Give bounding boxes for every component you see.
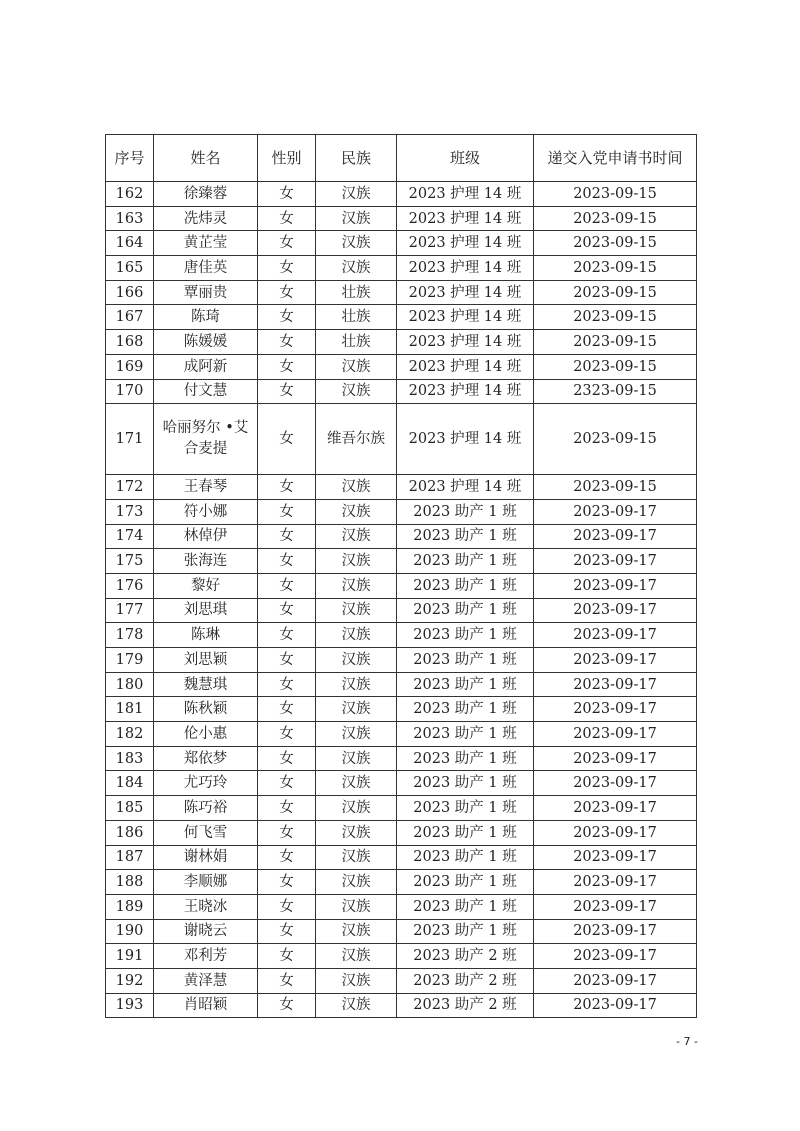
cell-date: 2023-09-17 (534, 870, 697, 895)
cell-class: 2023 助产 1 班 (397, 648, 534, 673)
cell-name: 李顺娜 (154, 870, 258, 895)
cell-gender: 女 (258, 499, 316, 524)
cell-class: 2023 助产 1 班 (397, 820, 534, 845)
cell-index: 167 (106, 305, 154, 330)
cell-gender: 女 (258, 796, 316, 821)
cell-date: 2023-09-17 (534, 722, 697, 747)
cell-ethnicity: 汉族 (316, 845, 397, 870)
cell-name: 刘思颖 (154, 648, 258, 673)
cell-name: 魏慧琪 (154, 672, 258, 697)
table-row (106, 305, 697, 330)
cell-name (154, 404, 258, 475)
cell-date: 2023-09-17 (534, 771, 697, 796)
cell-index: 177 (106, 598, 154, 623)
cell-class: 2023 助产 1 班 (397, 623, 534, 648)
cell-ethnicity: 维吾尔族 (316, 404, 397, 475)
cell-gender: 女 (258, 870, 316, 895)
cell-name: 黄泽慧 (154, 968, 258, 993)
cell-index: 184 (106, 771, 154, 796)
cell-name: 符小娜 (154, 499, 258, 524)
cell-gender: 女 (258, 182, 316, 207)
cell-name: 刘思琪 (154, 598, 258, 623)
cell-index: 189 (106, 894, 154, 919)
table-row (106, 722, 697, 747)
cell-name: 何飞雪 (154, 820, 258, 845)
table-row (106, 598, 697, 623)
cell-gender: 女 (258, 845, 316, 870)
table-row (106, 944, 697, 969)
cell-date: 2023-09-17 (534, 845, 697, 870)
cell-class: 2023 护理 14 班 (397, 330, 534, 355)
table-row (106, 746, 697, 771)
cell-class: 2023 护理 14 班 (397, 379, 534, 404)
cell-date: 2023-09-15 (534, 354, 697, 379)
cell-class: 2023 助产 1 班 (397, 697, 534, 722)
cell-class: 2023 护理 14 班 (397, 280, 534, 305)
cell-name: 黎好 (154, 573, 258, 598)
cell-name: 伦小惠 (154, 722, 258, 747)
cell-ethnicity: 汉族 (316, 771, 397, 796)
cell-class: 2023 助产 1 班 (397, 746, 534, 771)
table-row (106, 231, 697, 256)
cell-gender: 女 (258, 722, 316, 747)
cell-class: 2023 护理 14 班 (397, 305, 534, 330)
cell-date: 2023-09-15 (534, 305, 697, 330)
cell-ethnicity: 汉族 (316, 573, 397, 598)
header-name: 姓名 (154, 135, 258, 182)
cell-index: 179 (106, 648, 154, 673)
table-row (106, 623, 697, 648)
table-row (106, 379, 697, 404)
cell-ethnicity: 汉族 (316, 354, 397, 379)
cell-date: 2023-09-15 (534, 206, 697, 231)
cell-name: 陈琳 (154, 623, 258, 648)
cell-date: 2023-09-17 (534, 524, 697, 549)
table-row (106, 820, 697, 845)
cell-ethnicity: 壮族 (316, 280, 397, 305)
cell-class: 2023 护理 14 班 (397, 256, 534, 281)
cell-class: 2023 护理 14 班 (397, 404, 534, 475)
cell-ethnicity: 汉族 (316, 968, 397, 993)
page-number: - 7 - (676, 1035, 698, 1048)
table-row (106, 256, 697, 281)
cell-name: 陈巧裕 (154, 796, 258, 821)
cell-name: 陈秋颖 (154, 697, 258, 722)
cell-gender: 女 (258, 894, 316, 919)
table-row (106, 206, 697, 231)
table-row (106, 648, 697, 673)
header-gender: 性别 (258, 135, 316, 182)
table-row (106, 573, 697, 598)
cell-class: 2023 护理 14 班 (397, 354, 534, 379)
cell-gender: 女 (258, 648, 316, 673)
cell-index: 163 (106, 206, 154, 231)
cell-class: 2023 助产 2 班 (397, 944, 534, 969)
cell-name: 谢晓云 (154, 919, 258, 944)
cell-index: 193 (106, 993, 154, 1018)
cell-index: 181 (106, 697, 154, 722)
cell-name: 邓利芳 (154, 944, 258, 969)
cell-gender: 女 (258, 697, 316, 722)
header-index: 序号 (106, 135, 154, 182)
cell-ethnicity: 汉族 (316, 919, 397, 944)
cell-index: 182 (106, 722, 154, 747)
cell-gender: 女 (258, 280, 316, 305)
cell-class: 2023 助产 1 班 (397, 870, 534, 895)
header-class: 班级 (397, 135, 534, 182)
cell-class: 2023 助产 1 班 (397, 771, 534, 796)
cell-ethnicity: 汉族 (316, 993, 397, 1018)
cell-gender: 女 (258, 549, 316, 574)
cell-gender: 女 (258, 524, 316, 549)
cell-name: 王晓冰 (154, 894, 258, 919)
cell-gender: 女 (258, 968, 316, 993)
cell-date: 2023-09-17 (534, 796, 697, 821)
cell-index: 172 (106, 475, 154, 500)
cell-ethnicity: 汉族 (316, 499, 397, 524)
cell-ethnicity: 汉族 (316, 746, 397, 771)
cell-class: 2023 护理 14 班 (397, 182, 534, 207)
cell-date: 2323-09-15 (534, 379, 697, 404)
cell-date: 2023-09-17 (534, 549, 697, 574)
cell-name: 付文慧 (154, 379, 258, 404)
cell-index: 165 (106, 256, 154, 281)
table-header-row (106, 135, 697, 182)
cell-index: 164 (106, 231, 154, 256)
cell-index: 170 (106, 379, 154, 404)
table-row (106, 796, 697, 821)
cell-date: 2023-09-17 (534, 573, 697, 598)
cell-name: 唐佳英 (154, 256, 258, 281)
cell-class: 2023 助产 1 班 (397, 598, 534, 623)
cell-gender: 女 (258, 330, 316, 355)
cell-gender: 女 (258, 919, 316, 944)
cell-date: 2023-09-17 (534, 623, 697, 648)
table-row (106, 549, 697, 574)
cell-gender: 女 (258, 404, 316, 475)
cell-class: 2023 助产 1 班 (397, 499, 534, 524)
cell-ethnicity: 汉族 (316, 672, 397, 697)
table-row (106, 404, 697, 475)
cell-name: 黄芷莹 (154, 231, 258, 256)
cell-ethnicity: 汉族 (316, 475, 397, 500)
cell-date: 2023-09-15 (534, 330, 697, 355)
cell-index: 169 (106, 354, 154, 379)
cell-ethnicity: 汉族 (316, 231, 397, 256)
cell-gender: 女 (258, 305, 316, 330)
cell-date: 2023-09-17 (534, 672, 697, 697)
cell-class: 2023 助产 1 班 (397, 524, 534, 549)
cell-gender: 女 (258, 256, 316, 281)
cell-class: 2023 护理 14 班 (397, 231, 534, 256)
cell-date: 2023-09-17 (534, 697, 697, 722)
cell-name: 覃丽贵 (154, 280, 258, 305)
cell-gender: 女 (258, 944, 316, 969)
cell-gender: 女 (258, 206, 316, 231)
cell-name-text: 哈丽努尔 •艾合麦提 (162, 420, 249, 458)
header-ethnicity: 民族 (316, 135, 397, 182)
cell-date: 2023-09-17 (534, 993, 697, 1018)
cell-ethnicity: 壮族 (316, 305, 397, 330)
cell-ethnicity: 壮族 (316, 330, 397, 355)
cell-class: 2023 助产 2 班 (397, 993, 534, 1018)
cell-ethnicity: 汉族 (316, 623, 397, 648)
applicant-table (105, 134, 697, 1018)
cell-gender: 女 (258, 379, 316, 404)
cell-index: 187 (106, 845, 154, 870)
cell-name: 林倬伊 (154, 524, 258, 549)
table-row (106, 845, 697, 870)
cell-class: 2023 护理 14 班 (397, 475, 534, 500)
cell-ethnicity: 汉族 (316, 820, 397, 845)
cell-name: 张海连 (154, 549, 258, 574)
table-body (106, 182, 697, 1018)
cell-date: 2023-09-15 (534, 475, 697, 500)
cell-date: 2023-09-17 (534, 598, 697, 623)
cell-name: 陈媛媛 (154, 330, 258, 355)
cell-date: 2023-09-15 (534, 256, 697, 281)
cell-date: 2023-09-17 (534, 499, 697, 524)
cell-ethnicity: 汉族 (316, 549, 397, 574)
table-row (106, 919, 697, 944)
cell-ethnicity: 汉族 (316, 182, 397, 207)
cell-index: 192 (106, 968, 154, 993)
cell-date: 2023-09-17 (534, 894, 697, 919)
cell-index: 176 (106, 573, 154, 598)
cell-class: 2023 助产 1 班 (397, 894, 534, 919)
cell-gender: 女 (258, 475, 316, 500)
cell-ethnicity: 汉族 (316, 648, 397, 673)
cell-gender: 女 (258, 231, 316, 256)
cell-gender: 女 (258, 623, 316, 648)
cell-ethnicity: 汉族 (316, 598, 397, 623)
cell-index: 180 (106, 672, 154, 697)
cell-gender: 女 (258, 771, 316, 796)
cell-class: 2023 助产 1 班 (397, 845, 534, 870)
cell-date: 2023-09-17 (534, 746, 697, 771)
cell-gender: 女 (258, 573, 316, 598)
cell-date: 2023-09-17 (534, 944, 697, 969)
cell-class: 2023 助产 1 班 (397, 573, 534, 598)
table-row (106, 697, 697, 722)
cell-index: 186 (106, 820, 154, 845)
table-row (106, 354, 697, 379)
table-row (106, 182, 697, 207)
cell-index: 166 (106, 280, 154, 305)
cell-ethnicity: 汉族 (316, 870, 397, 895)
cell-class: 2023 助产 1 班 (397, 919, 534, 944)
cell-date: 2023-09-17 (534, 968, 697, 993)
cell-date: 2023-09-17 (534, 919, 697, 944)
cell-name: 徐臻蓉 (154, 182, 258, 207)
cell-class: 2023 助产 1 班 (397, 722, 534, 747)
cell-index: 183 (106, 746, 154, 771)
table-row (106, 672, 697, 697)
cell-ethnicity: 汉族 (316, 796, 397, 821)
cell-date: 2023-09-15 (534, 404, 697, 475)
cell-gender: 女 (258, 672, 316, 697)
cell-index: 178 (106, 623, 154, 648)
cell-gender: 女 (258, 820, 316, 845)
table-row (106, 475, 697, 500)
cell-class: 2023 助产 1 班 (397, 549, 534, 574)
cell-ethnicity: 汉族 (316, 697, 397, 722)
header-application-date: 递交入党申请书时间 (534, 135, 697, 182)
cell-name: 成阿新 (154, 354, 258, 379)
cell-index: 174 (106, 524, 154, 549)
table-row (106, 280, 697, 305)
cell-ethnicity: 汉族 (316, 206, 397, 231)
cell-ethnicity: 汉族 (316, 944, 397, 969)
cell-index: 191 (106, 944, 154, 969)
cell-name: 王春琴 (154, 475, 258, 500)
cell-gender: 女 (258, 354, 316, 379)
table-row (106, 968, 697, 993)
cell-ethnicity: 汉族 (316, 894, 397, 919)
cell-ethnicity: 汉族 (316, 256, 397, 281)
cell-ethnicity: 汉族 (316, 524, 397, 549)
table-row (106, 771, 697, 796)
cell-name: 谢林娟 (154, 845, 258, 870)
table-row (106, 870, 697, 895)
cell-gender: 女 (258, 993, 316, 1018)
cell-index: 175 (106, 549, 154, 574)
cell-index: 185 (106, 796, 154, 821)
cell-date: 2023-09-15 (534, 231, 697, 256)
cell-date: 2023-09-15 (534, 280, 697, 305)
cell-gender: 女 (258, 746, 316, 771)
cell-index: 162 (106, 182, 154, 207)
cell-class: 2023 护理 14 班 (397, 206, 534, 231)
cell-ethnicity: 汉族 (316, 379, 397, 404)
cell-class: 2023 助产 2 班 (397, 968, 534, 993)
cell-class: 2023 助产 1 班 (397, 796, 534, 821)
cell-index: 171 (106, 404, 154, 475)
cell-name: 陈琦 (154, 305, 258, 330)
table-row (106, 330, 697, 355)
cell-name: 郑依梦 (154, 746, 258, 771)
cell-name: 尤巧玲 (154, 771, 258, 796)
cell-index: 188 (106, 870, 154, 895)
table-row (106, 894, 697, 919)
cell-index: 190 (106, 919, 154, 944)
cell-class: 2023 助产 1 班 (397, 672, 534, 697)
cell-ethnicity: 汉族 (316, 722, 397, 747)
cell-date: 2023-09-17 (534, 820, 697, 845)
cell-date: 2023-09-17 (534, 648, 697, 673)
cell-index: 173 (106, 499, 154, 524)
table-row (106, 993, 697, 1018)
cell-name: 冼炜灵 (154, 206, 258, 231)
cell-name: 肖昭颖 (154, 993, 258, 1018)
cell-index: 168 (106, 330, 154, 355)
table-row (106, 524, 697, 549)
table-row (106, 499, 697, 524)
cell-gender: 女 (258, 598, 316, 623)
cell-date: 2023-09-15 (534, 182, 697, 207)
